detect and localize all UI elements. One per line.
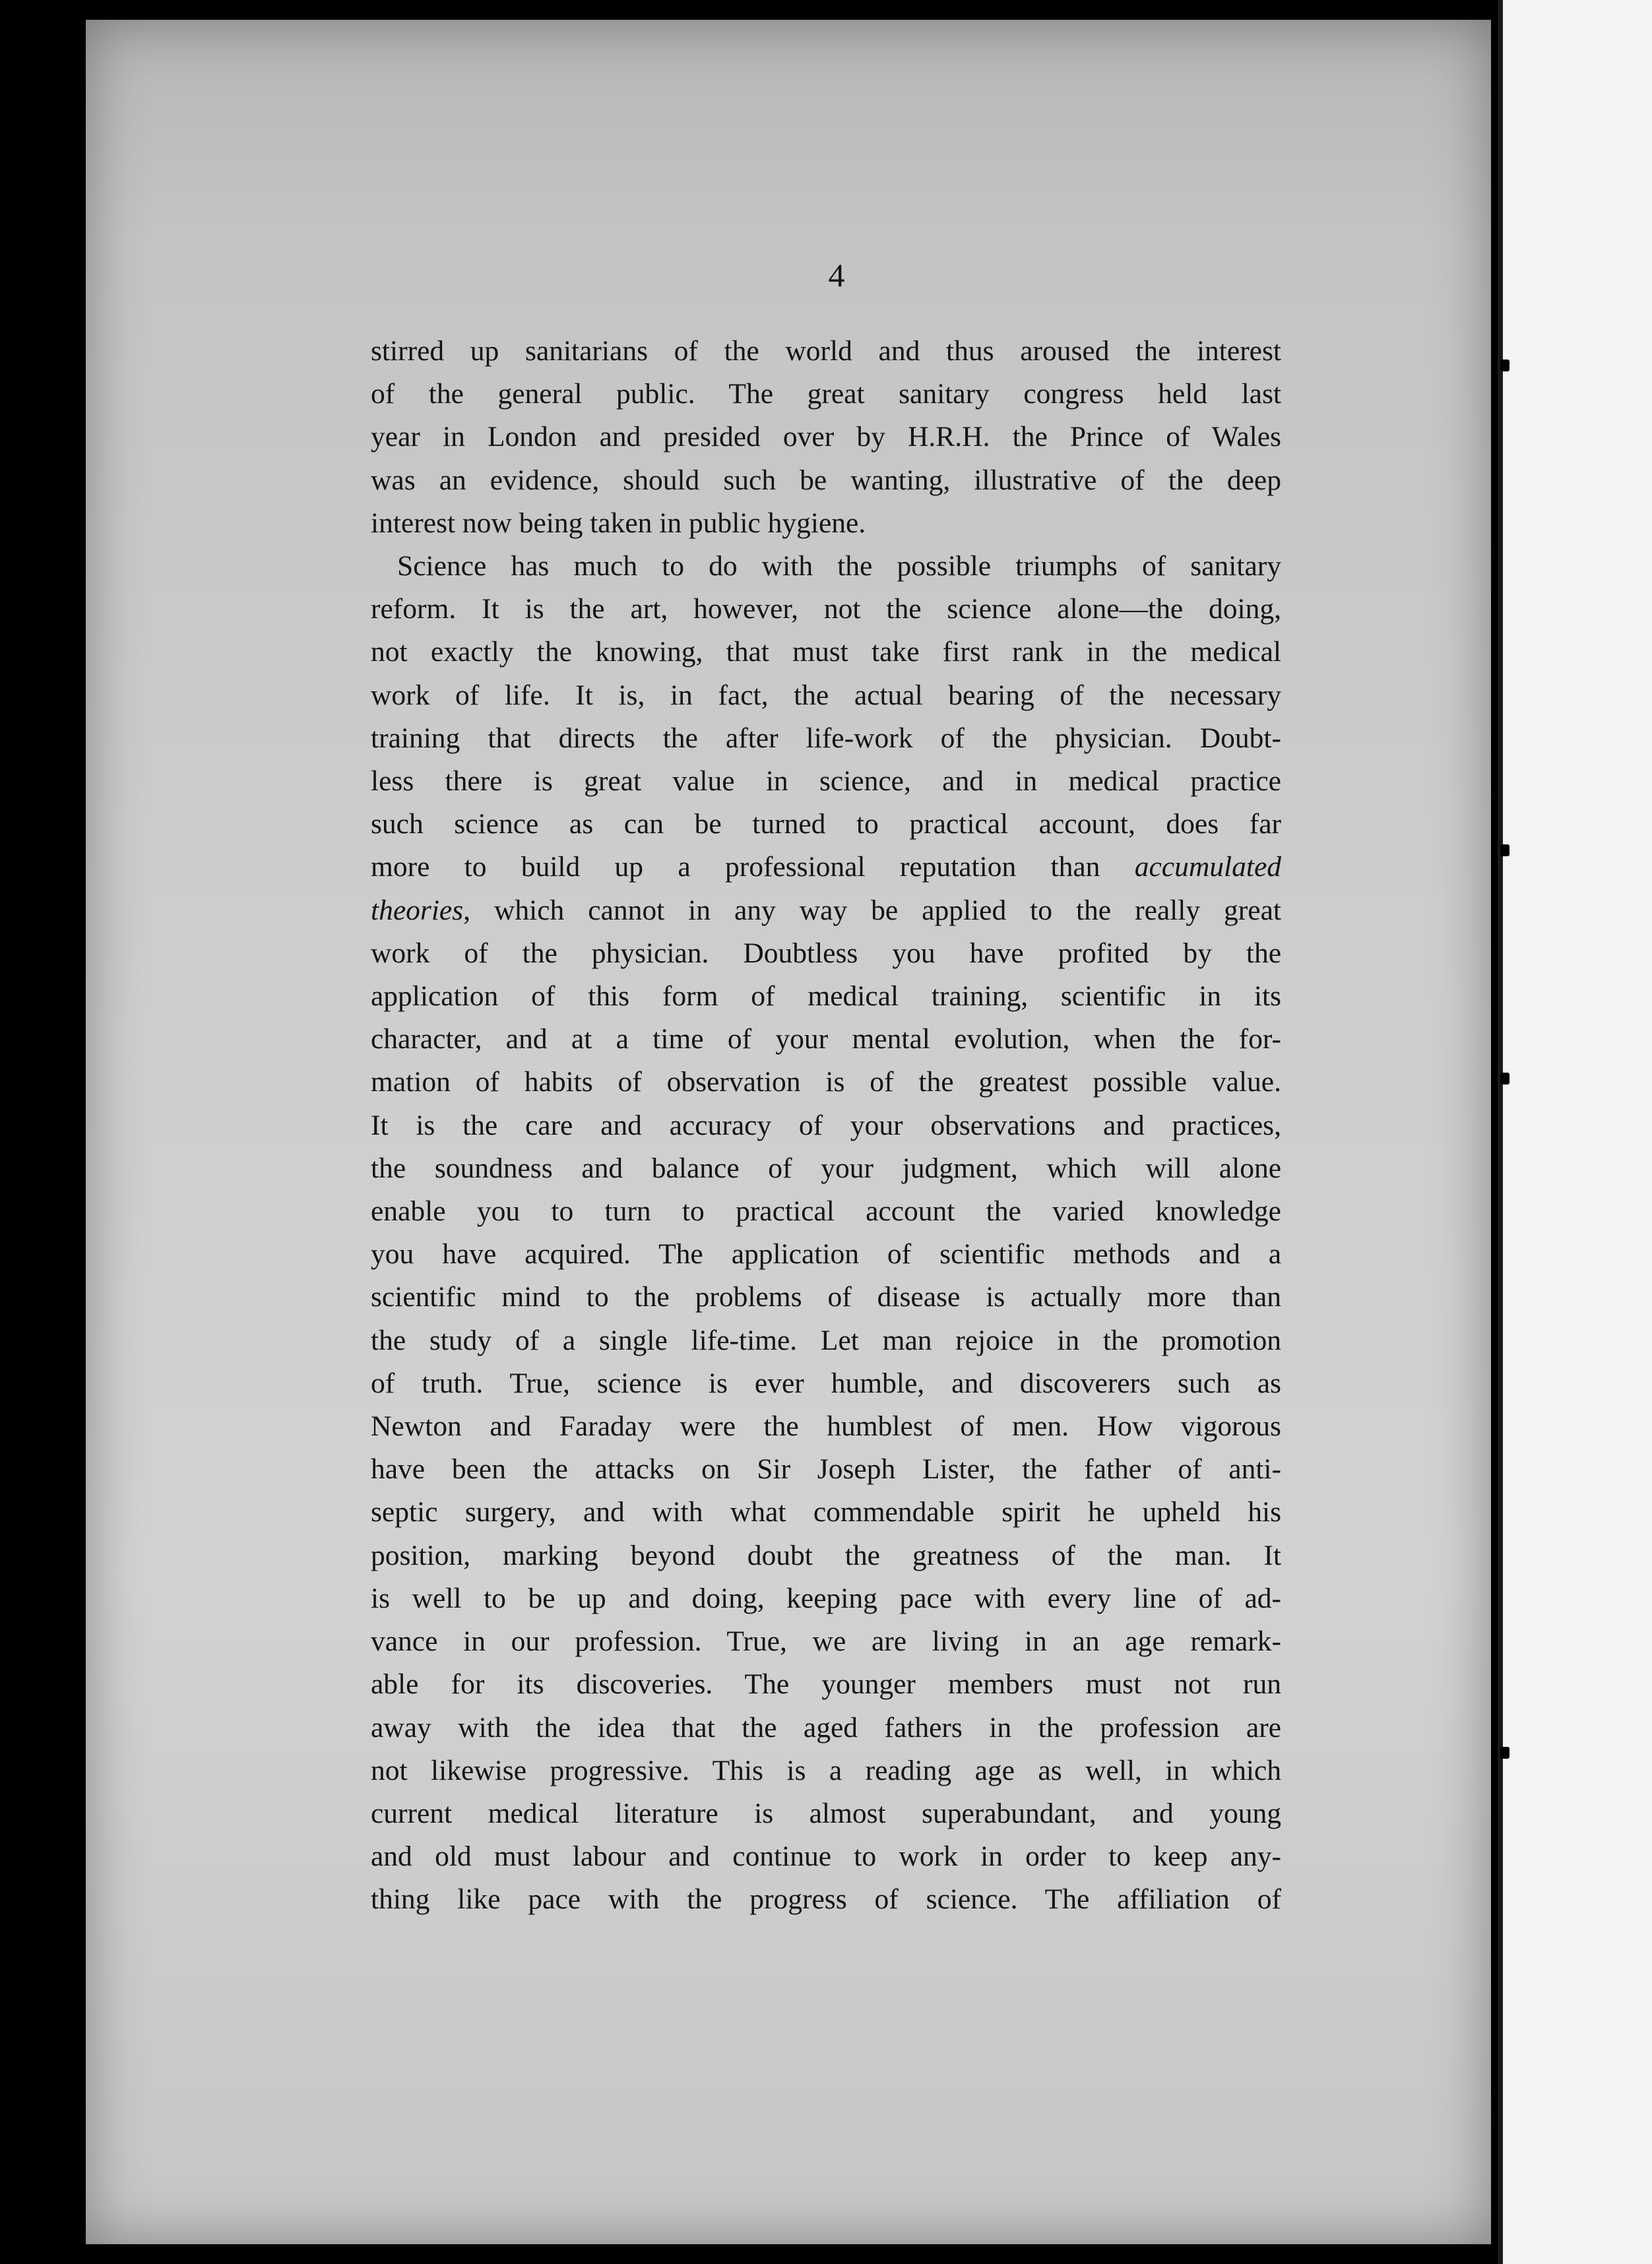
text-line: [371, 330, 1281, 373]
text-line: [371, 717, 1281, 760]
text-line: [371, 1878, 1281, 1921]
text-line: [371, 1233, 1281, 1276]
line-text: not exactly the knowing, that must take first rank in the medical: [371, 636, 1281, 668]
text-line: [371, 1061, 1281, 1104]
text-line: [371, 1534, 1281, 1577]
text-line: [371, 760, 1281, 803]
margin-strip: [1503, 0, 1652, 2264]
line-text: position, marking beyond doubt the greatness of the man. It: [371, 1539, 1281, 1571]
line-text: thing like pace with the progress of science. The affiliation of: [371, 1883, 1281, 1916]
page-number: 4: [828, 257, 845, 294]
line-text: of truth. True, science is ever humble, and discoverers such as: [371, 1367, 1281, 1399]
text-line: [371, 588, 1281, 631]
text-line: [371, 1749, 1281, 1792]
line-text: the study of a single life-time. Let man rejoice in the promotion: [371, 1324, 1281, 1356]
text-line: [371, 1362, 1281, 1405]
line-text: and old must labour and continue to work in order to keep any-: [371, 1840, 1281, 1873]
line-text: application of this form of medical training, scientific in its: [371, 980, 1281, 1013]
text-line: [371, 502, 1281, 545]
edge-mark: [1500, 844, 1509, 856]
text-line: [371, 416, 1281, 458]
text-line: [371, 1707, 1281, 1749]
text-line: [371, 1835, 1281, 1878]
text-line: [371, 1190, 1281, 1233]
italic-phrase: theories: [371, 894, 464, 926]
line-text: is well to be up and doing, keeping pace with every line of ad-: [371, 1582, 1281, 1614]
text-line: [371, 373, 1281, 416]
text-line: [371, 1491, 1281, 1534]
text-line: [371, 1276, 1281, 1319]
text-line: [371, 674, 1281, 717]
line-text: reform. It is the art, however, not the science alone—the doing,: [371, 593, 1281, 625]
line-text: the soundness and balance of your judgment, which will alone: [371, 1152, 1281, 1184]
line-text: training that directs the after life-work of the physician. Doubt-: [371, 722, 1281, 754]
text-line: [371, 1319, 1281, 1362]
text-line: [371, 846, 1281, 889]
text-line: [371, 889, 1281, 932]
text-line: [371, 1448, 1281, 1491]
italic-phrase: accumulated: [1134, 851, 1282, 883]
line-text: vance in our profession. True, we are living in an age remark-: [371, 1625, 1281, 1658]
line-text: less there is great value in science, and in medical practice: [371, 765, 1281, 798]
body-text: [371, 330, 1281, 1922]
line-text: you have acquired. The application of scientific methods and a: [371, 1238, 1281, 1271]
text-line: [371, 1147, 1281, 1190]
line-text: It is the care and accuracy of your observations and practices,: [371, 1109, 1281, 1141]
text-line: [371, 1577, 1281, 1620]
text-line: [371, 631, 1281, 674]
line-text: year in London and presided over by H.R.H. the Prince of Wales: [371, 421, 1281, 453]
line-text: have been the attacks on Sir Joseph Lister, the father of anti-: [371, 1453, 1281, 1486]
line-text: able for its discoveries. The younger members must not run: [371, 1668, 1281, 1701]
line-text: more to build up a professional reputation than: [371, 851, 1100, 883]
line-text: septic surgery, and with what commendable spirit he upheld his: [371, 1496, 1281, 1528]
line-text: scientific mind to the problems of disease is actually more than: [371, 1281, 1281, 1313]
edge-mark: [1500, 360, 1509, 371]
line-text: such science as can be turned to practical account, does far: [371, 808, 1281, 840]
text-line: [371, 1104, 1281, 1147]
edge-mark: [1500, 1747, 1509, 1759]
line-text: stirred up sanitarians of the world and thus aroused the interest: [371, 335, 1281, 367]
line-text: away with the idea that the aged fathers in the profession are: [371, 1711, 1281, 1744]
text-line: [371, 459, 1281, 502]
text-line: [371, 975, 1281, 1018]
line-text: Newton and Faraday were the humblest of men. How vigorous: [371, 1410, 1281, 1443]
line-text: work of the physician. Doubtless you have profited by the: [371, 937, 1281, 969]
text-line: [371, 1405, 1281, 1448]
text-line: [371, 1792, 1281, 1835]
line-text: mation of habits of observation is of the greatest possible value.: [371, 1066, 1281, 1098]
line-text: not likewise progressive. This is a reading age as well, in which: [371, 1754, 1281, 1786]
text-line: [371, 1620, 1281, 1663]
line-text: work of life. It is, in fact, the actual bearing of the necessary: [371, 679, 1281, 711]
line-text: character, and at a time of your mental evolution, when the for-: [371, 1023, 1281, 1055]
text-line: [371, 545, 1281, 588]
text-line: [371, 1663, 1281, 1706]
line-text: interest now being taken in public hygiene.: [371, 507, 866, 539]
text-line: [371, 803, 1281, 846]
text-line: [371, 1018, 1281, 1061]
edge-mark: [1500, 1073, 1509, 1085]
line-text: of the general public. The great sanitary congress held last: [371, 378, 1281, 410]
line-text: , which cannot in any way be applied to the really great: [463, 894, 1281, 926]
text-line: [371, 932, 1281, 975]
line-text: was an evidence, should such be wanting, illustrative of the deep: [371, 464, 1281, 496]
line-text: Science has much to do with the possible triumphs of sanitary: [397, 550, 1281, 582]
line-text: enable you to turn to practical account the varied knowledge: [371, 1195, 1281, 1228]
line-text: current medical literature is almost superabundant, and young: [371, 1797, 1281, 1829]
